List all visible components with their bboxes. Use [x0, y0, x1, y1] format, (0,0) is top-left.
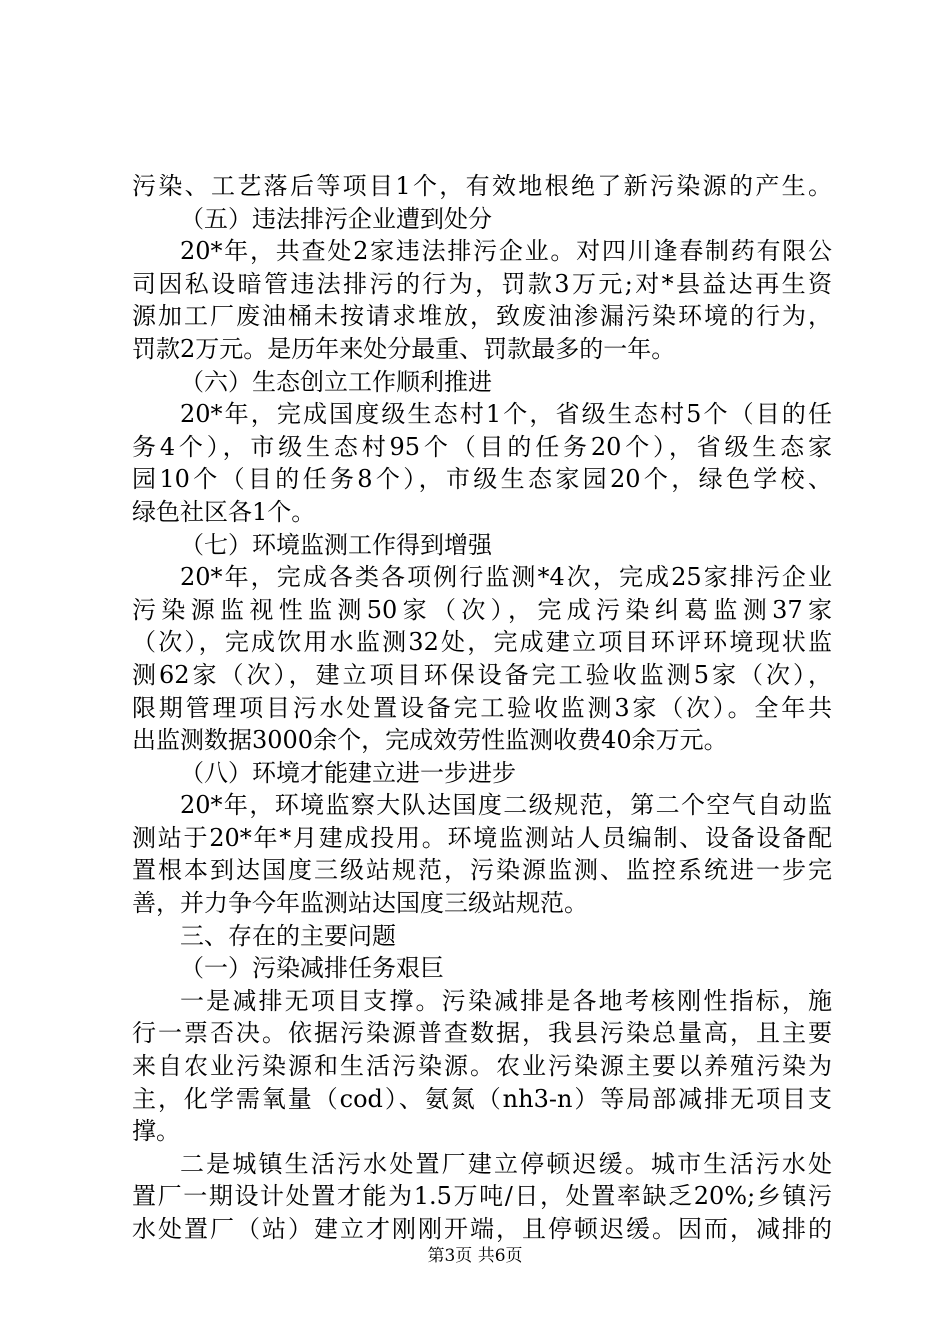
paragraph-line: 善，并力争今年监测站达国度三级站规范。: [132, 889, 588, 918]
paragraph-line: 来自农业污染源和生活污染源。农业污染源主要以养殖污染为: [132, 1052, 832, 1081]
section-heading-3: 三、存在的主要问题: [180, 921, 396, 950]
section-heading-7: （七）环境监测工作得到增强: [180, 530, 492, 559]
paragraph-line: 一是减排无项目支撑。污染减排是各地考核刚性指标，施: [180, 986, 832, 1015]
section-heading-3-1: （一）污染减排任务艰巨: [180, 954, 444, 983]
paragraph-line: 行一票否决。依据污染源普查数据，我县污染总量高，且主要: [132, 1019, 832, 1048]
paragraph-line: 水处置厂（站）建立才刚刚开端，且停顿迟缓。因而，减排的: [132, 1215, 832, 1243]
paragraph-line: 源加工厂废油桶未按请求堆放，致废油渗漏污染环境的行为，: [132, 302, 832, 331]
paragraph-line: 绿色社区各1个。: [132, 497, 316, 526]
paragraph-line: 出监测数据3000余个，完成效劳性监测收费40余万元。: [132, 726, 728, 755]
paragraph-line: 罚款2万元。是历年来处分最重、罚款最多的一年。: [132, 334, 676, 363]
paragraph-line: 园10个（目的任务8个），市级生态家园20个，绿色学校、: [132, 465, 832, 494]
section-heading-6: （六）生态创立工作顺利推进: [180, 367, 492, 396]
document-body: [132, 170, 832, 1246]
paragraph-line: 司因私设暗管违法排污的行为，罚款3万元;对*县益达再生资: [132, 269, 832, 298]
paragraph-line: 污染源监视性监测50家（次），完成污染纠葛监测37家: [132, 595, 832, 624]
paragraph-line: 限期管理项目污水处置设备完工验收监测3家（次）。全年共: [132, 693, 832, 722]
paragraph-line: （次），完成饮用水监测32处，完成建立项目环评环境现状监: [132, 628, 832, 657]
section-heading-8: （八）环境才能建立进一步进步: [180, 758, 516, 787]
paragraph-line: 20*年，共查处2家违法排污企业。对四川逢春制药有限公: [180, 237, 832, 266]
paragraph-line: 二是城镇生活污水处置厂建立停顿迟缓。城市生活污水处: [180, 1149, 832, 1178]
paragraph-line: 主，化学需氧量（cod）、氨氮（nh3-n）等局部减排无项目支: [132, 1084, 832, 1113]
paragraph-line: 20*年，环境监察大队达国度二级规范，第二个空气自动监: [180, 791, 832, 820]
paragraph-line: 20*年，完成各类各项例行监测*4次，完成25家排污企业: [180, 563, 832, 592]
paragraph-line: 污染、工艺落后等项目1个，有效地根绝了新污染源的产生。: [132, 172, 832, 200]
paragraph-line: 测站于20*年*月建成投用。环境监测站人员编制、设备设备配: [132, 823, 832, 852]
paragraph-line: 撑。: [132, 1117, 180, 1146]
paragraph-line: 测62家（次），建立项目环保设备完工验收监测5家（次），: [132, 660, 832, 689]
paragraph-line: 置厂一期设计处置才能为1.5万吨/日，处置率缺乏20%;乡镇污: [132, 1182, 832, 1211]
section-heading-5: （五）违法排污企业遭到处分: [180, 204, 492, 233]
page-number-footer: 第3页 共6页: [427, 1246, 523, 1266]
paragraph-line: 20*年，完成国度级生态村1个，省级生态村5个（目的任: [180, 400, 832, 429]
paragraph-line: 置根本到达国度三级站规范，污染源监测、监控系统进一步完: [132, 856, 832, 885]
paragraph-line: 务4个），市级生态村95个（目的任务20个），省级生态家: [132, 432, 832, 461]
